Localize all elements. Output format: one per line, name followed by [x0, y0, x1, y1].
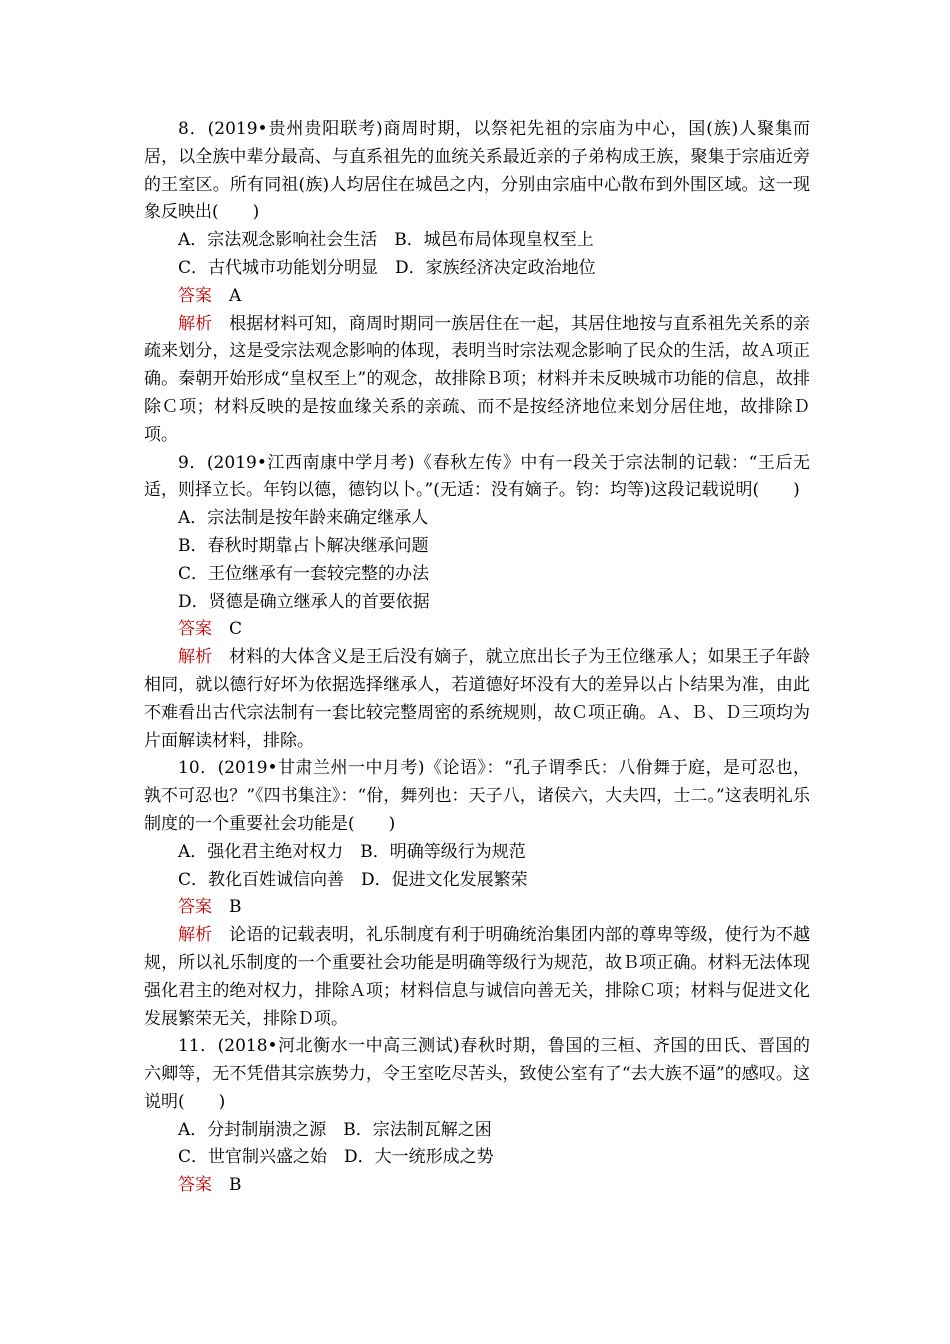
- explanation-label: 解析: [178, 925, 213, 946]
- question-stem: 9．(2019•江西南康中学月考)《春秋左传》中有一段关于宗法制的记载：“王后无适，则择立长。年钧以德，德钧以卜。”(无适：没有嫡子。钧：均等)这段记载说明( ): [144, 452, 810, 501]
- answer-value: B: [229, 1175, 242, 1196]
- answer-label: 答案: [178, 897, 212, 918]
- explanation-text: 根据材料可知，商周时期同一族居住在一起，其居住地按与直系祖先关系的亲疏来划分，这是受宗法观念影响的体现，表明当时宗法观念影响了民众的生活，故Ａ项正确。秦朝开始形成“皇权至上”的观念，故排除Ｂ项；材料并未反映城市功能的信息，故排除Ｃ项；材料反映的是按血缘关系的亲疏、而不是按经济地位来划分居住地，故排除Ｄ项。: [144, 313, 810, 445]
- question-9: [144, 450, 810, 756]
- explanation: [144, 311, 810, 450]
- document-page: [144, 116, 810, 1200]
- answer-line: [144, 894, 810, 922]
- answer-line: [144, 283, 810, 311]
- answer-line: [144, 616, 810, 644]
- explanation-text: 论语的记载表明，礼乐制度有利于明确统治集团内部的尊卑等级，使行为不越规，所以礼乐制度的一个重要社会功能是明确等级行为规范，故Ｂ项正确。材料无法体现强化君主的绝对权力，排除Ａ项；材料信息与诚信向善无关，排除Ｃ项；材料与促进文化发展繁荣无关，排除Ｄ项。: [144, 925, 810, 1029]
- explanation-label: 解析: [178, 647, 213, 668]
- question-stem: 10．(2019•甘肃兰州一中月考)《论语》：“孔子谓季氏：八佾舞于庭，是可忍也，孰不可忍也？”《四书集注》：“佾，舞列也：天子八，诸侯六，大夫四，士二。”这表明礼乐制度的一个重要社会功能是( ): [144, 758, 810, 834]
- explanation: [144, 922, 810, 1033]
- explanation-label: 解析: [178, 313, 213, 334]
- option-line: A．宗法制是按年龄来确定继承人: [178, 508, 429, 529]
- answer-label: 答案: [178, 285, 212, 306]
- explanation-text: 材料的大体含义是王后没有嫡子，就立庶出长子为王位继承人；如果王子年龄相同，就以德行好坏为依据选择继承人，若道德好坏没有大的差异以占卜结果为准，由此不难看出古代宗法制有一套比较完整周密的系统规则，故Ｃ项正确。Ａ、Ｂ、Ｄ三项均为片面解读材料，排除。: [144, 647, 810, 751]
- question-11: [144, 1033, 810, 1200]
- question-stem: 8．(2019•贵州贵阳联考)商周时期，以祭祀先祖的宗庙为中心，国(族)人聚集而居，以全族中辈分最高、与直系祖先的血统关系最近亲的子弟构成王族，聚集于宗庙近旁的王室区。所有同祖(族)人均居住在城邑之内，分别由宗庙中心散布到外围区域。这一现象反映出( ): [144, 119, 810, 223]
- option-line: A．强化君主绝对权力 B．明确等级行为规范: [178, 841, 526, 862]
- answer-value: A: [229, 285, 242, 306]
- answer-label: 答案: [178, 619, 212, 640]
- option-line: B．春秋时期靠占卜解决继承问题: [178, 535, 429, 556]
- question-stem: 11．(2018•河北衡水一中高三测试)春秋时期，鲁国的三桓、齐国的田氏、晋国的六卿等，无不凭借其宗族势力，令王室吃尽苦头，致使公室有了“去大族不逼”的感叹。这说明( ): [144, 1036, 810, 1112]
- option-line: D．贤德是确立继承人的首要依据: [178, 591, 430, 612]
- answer-value: B: [229, 897, 242, 918]
- explanation: [144, 644, 810, 755]
- option-line: C．世官制兴盛之始 D．大一统形成之势: [178, 1147, 494, 1168]
- option-line: C．教化百姓诚信向善 D．促进文化发展繁荣: [178, 869, 528, 890]
- question-10: [144, 755, 810, 1033]
- option-line: A．宗法观念影响社会生活 B．城邑布局体现皇权至上: [178, 230, 594, 251]
- option-line: C．古代城市功能划分明显 D．家族经济决定政治地位: [178, 257, 596, 278]
- answer-label: 答案: [178, 1175, 212, 1196]
- answer-line: [144, 1172, 810, 1200]
- answer-value: C: [229, 619, 243, 640]
- option-line: A．分封制崩溃之源 B．宗法制瓦解之困: [178, 1119, 492, 1140]
- question-8: [144, 116, 810, 450]
- option-line: C．王位继承有一套较完整的办法: [178, 563, 430, 584]
